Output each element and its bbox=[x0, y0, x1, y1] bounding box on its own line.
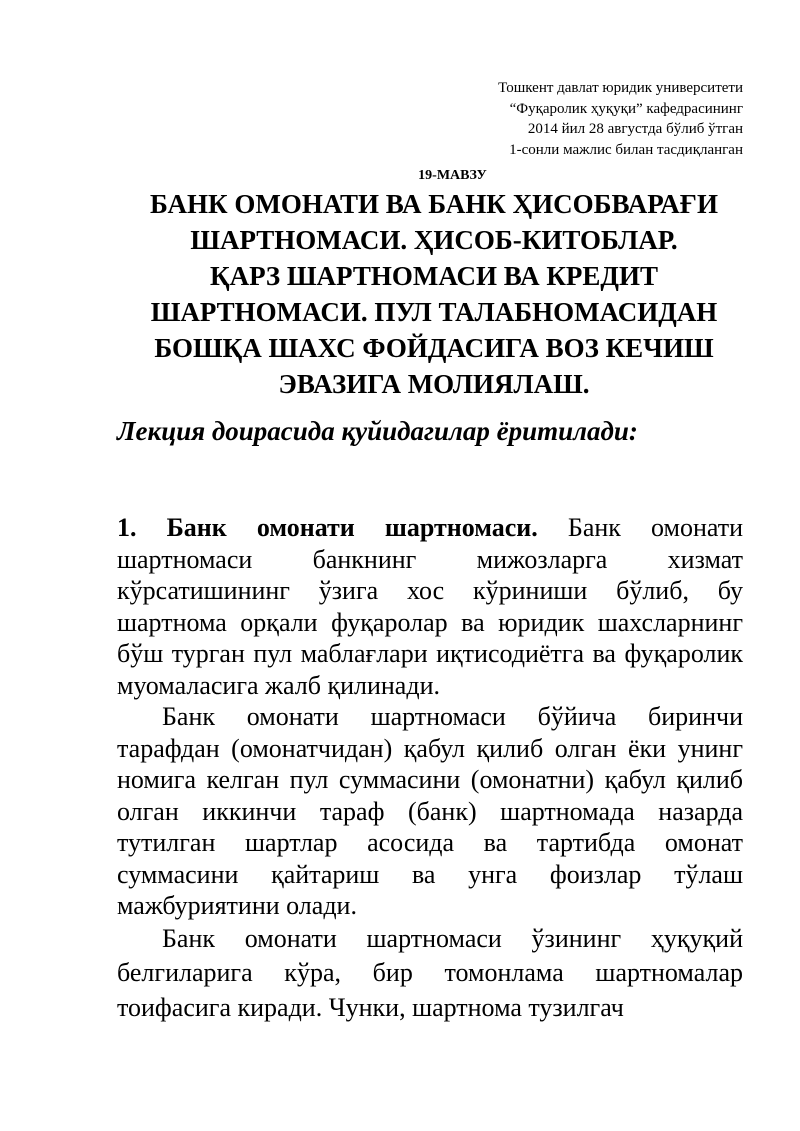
body-text bbox=[117, 512, 743, 1025]
paragraph-2: Банк омонати шартномаси бўйича биринчи тарафдан (омонатчидан) қабул қилиб олган ёки унинг номига келган пул суммасини (омонатни) қабул қилиб олган иккинчи тараф (банк) шартномада назарда тутилган шартлар асосида ва тартибда омонат суммасини қайтариш ва унга фоизлар тўлаш мажбуриятини олади. bbox=[117, 702, 743, 920]
title-line: БОШҚА ШАХС ФОЙДАСИГА ВОЗ КЕЧИШ bbox=[154, 333, 714, 363]
topic-label: 19-МАВЗУ bbox=[418, 168, 487, 183]
paragraph-3: Банк омонати шартномаси ўзининг ҳуқуқий белгиларига кўра, бир томонлама шартномалар тоифасига киради. Чунки, шартнома тузилгач bbox=[117, 923, 743, 1022]
approval-line: 1-сонли мажлис билан тасдиқланган bbox=[509, 141, 743, 158]
title-line: БАНК ОМОНАТИ ВА БАНК ҲИСОБВАРАҒИ bbox=[150, 189, 718, 219]
title-line: ҚАРЗ ШАРТНОМАСИ ВА КРЕДИТ bbox=[210, 261, 658, 291]
paragraph-text: Банк омонати шартномаси банкнинг мижозларга хизмат кўрсатишининг ўзига хос кўриниши бўлиб, бу шартнома орқали фуқаролар ва юридик шахсларнинг бўш турган пул маблағлари иқтисодиётга ва фуқаролик муомаласига жалб қилинади. bbox=[117, 513, 744, 700]
approval-stamp-block bbox=[498, 78, 743, 160]
approval-line: “Фуқаролик ҳуқуқи” кафедрасининг bbox=[509, 100, 743, 117]
paragraph-1 bbox=[117, 512, 743, 701]
approval-line: Тошкент давлат юридик университети bbox=[498, 80, 743, 96]
title-line: ЭВАЗИГА МОЛИЯЛАШ. bbox=[278, 369, 590, 399]
title-line: ШАРТНОМАСИ. ПУЛ ТАЛАБНОМАСИДАН bbox=[150, 297, 718, 327]
lecture-title bbox=[0, 186, 800, 402]
title-line: ШАРТНОМАСИ. ҲИСОБ-КИТОБЛАР. bbox=[190, 225, 678, 255]
approval-line: 2014 йил 28 августда бўлиб ўтган bbox=[527, 121, 743, 137]
section-heading: Банк омонати шартномаси. bbox=[166, 513, 538, 542]
lecture-subtitle: Лекция доирасида қуйидагилар ёритилади: bbox=[117, 416, 638, 446]
section-number: 1. bbox=[117, 513, 137, 542]
